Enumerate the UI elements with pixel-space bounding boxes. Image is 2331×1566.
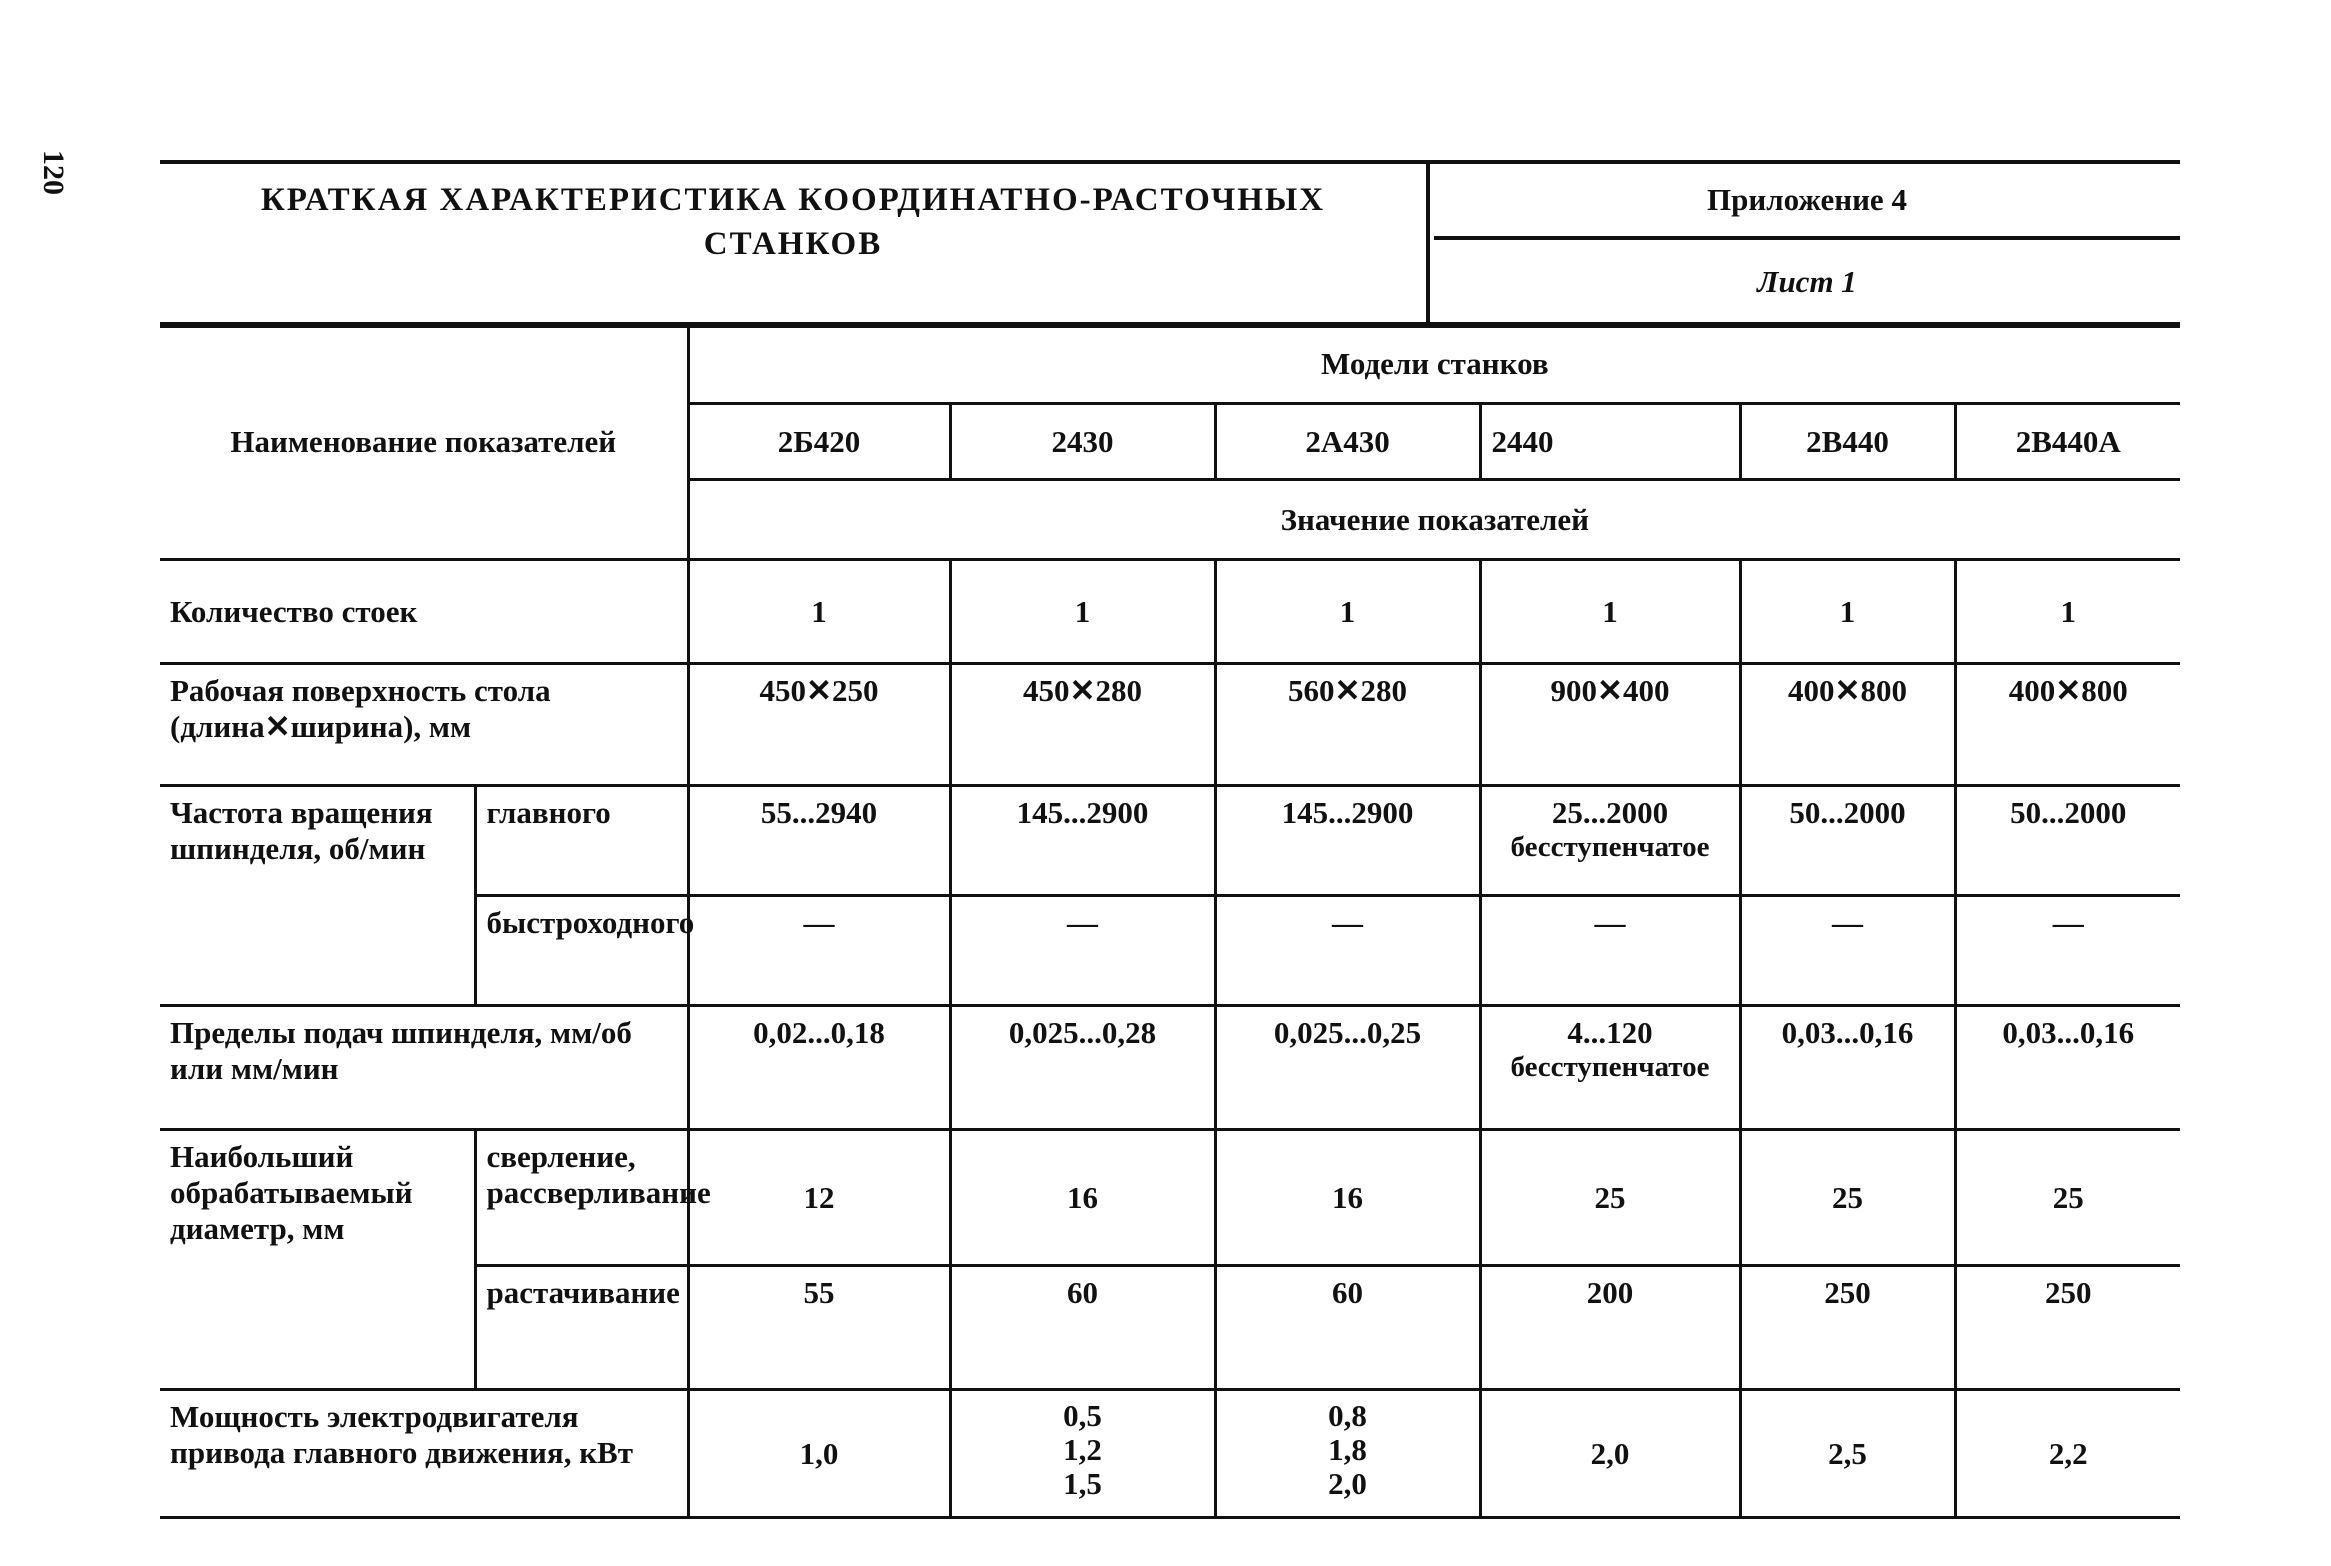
rotation-main-label: главного [475,786,688,896]
rotation-main-value: 145...2900 [1215,786,1480,896]
feeds-value-2440 [1480,1006,1740,1130]
racks-value: 1 [950,560,1215,664]
title-line-1: КРАТКАЯ ХАРАКТЕРИСТИКА КООРДИНАТНО-РАСТОЧНЫХ [260,182,1326,218]
power-value: 2,0 [1480,1390,1740,1518]
document-title [160,164,1430,324]
diameter-bore-value: 55 [688,1266,950,1390]
rotation-main-range: 25...2000 [1551,795,1669,830]
model-2440: 2440 [1480,404,1740,480]
diameter-drill-value: 16 [1215,1130,1480,1266]
model-2430: 2430 [950,404,1215,480]
feeds-value: 0,025...0,28 [950,1006,1215,1130]
racks-value: 1 [1480,560,1740,664]
feeds-value: 0,02...0,18 [688,1006,950,1130]
racks-value: 1 [1955,560,2180,664]
surface-value: 450✕250 [688,664,950,786]
diameter-drill-value: 25 [1480,1130,1740,1266]
model-2v440: 2В440 [1740,404,1955,480]
feeds-value: 0,03...0,16 [1955,1006,2180,1130]
rotation-fast-value: — [1740,896,1955,1006]
racks-value: 1 [1215,560,1480,664]
diameter-bore-value: 200 [1480,1266,1740,1390]
power-value: 0,5 1,2 1,5 [950,1390,1215,1518]
surface-value: 900✕400 [1480,664,1740,786]
rotation-main-value: 50...2000 [1740,786,1955,896]
rotation-fast-value: — [1955,896,2180,1006]
surface-value: 400✕800 [1955,664,2180,786]
name-header: Наименование показателей [160,324,688,560]
diameter-drill-value: 25 [1740,1130,1955,1266]
surface-value: 560✕280 [1215,664,1480,786]
rotation-main-value: 50...2000 [1955,786,2180,896]
model-2v440a: 2В440А [1955,404,2180,480]
rotation-fast-label: быстроходного [475,896,688,1006]
diameter-bore-label: растачивание [475,1266,688,1390]
rotation-main-value: 55...2940 [688,786,950,896]
surface-label: Рабочая поверхность стола (длина✕ширина), мм [160,664,688,786]
diameter-label: Наибольший обрабатываемый диаметр, мм [160,1130,475,1390]
rotation-fast-value: — [688,896,950,1006]
power-label: Мощность электродвигателя привода главного движения, кВт [160,1390,688,1518]
feeds-value: 0,025...0,25 [1215,1006,1480,1130]
diameter-drill-value: 12 [688,1130,950,1266]
feeds-value: 0,03...0,16 [1740,1006,1955,1130]
title-line-2: СТАНКОВ [703,226,883,262]
diameter-drill-value: 16 [950,1130,1215,1266]
feeds-label: Пределы подач шпинделя, мм/об или мм/мин [160,1006,688,1130]
rotation-label: Частота вращения шпинделя, об/мин [160,786,475,1006]
rotation-fast-value: — [1215,896,1480,1006]
rotation-main-value-2440 [1480,786,1740,896]
spec-table [160,322,2180,1519]
power-value: 2,5 [1740,1390,1955,1518]
page-number: 120 [37,150,70,195]
rotation-main-value: 145...2900 [950,786,1215,896]
power-value: 2,2 [1955,1390,2180,1518]
feeds-note: бесступенчатое [1510,1051,1710,1083]
diameter-drill-value: 25 [1955,1130,2180,1266]
models-header: Модели станков [688,324,2180,404]
diameter-bore-value: 60 [1215,1266,1480,1390]
power-value: 1,0 [688,1390,950,1518]
model-2b420: 2Б420 [688,404,950,480]
document-header [160,160,2180,328]
diameter-bore-value: 250 [1955,1266,2180,1390]
sheet-label: Лист 1 [1757,264,1857,299]
values-header: Значение показателей [688,480,2180,560]
surface-value: 400✕800 [1740,664,1955,786]
feeds-range: 4...120 [1567,1015,1653,1050]
diameter-drill-label: сверление, рассверливание [475,1130,688,1266]
racks-label: Количество стоек [160,560,688,664]
rotation-fast-value: — [1480,896,1740,1006]
appendix-label: Приложение 4 [1434,164,2180,240]
power-value: 0,8 1,8 2,0 [1215,1390,1480,1518]
diameter-bore-value: 250 [1740,1266,1955,1390]
rotation-main-note: бесступенчатое [1510,831,1710,863]
diameter-bore-value: 60 [950,1266,1215,1390]
racks-value: 1 [1740,560,1955,664]
model-2a430: 2А430 [1215,404,1480,480]
rotation-fast-value: — [950,896,1215,1006]
surface-value: 450✕280 [950,664,1215,786]
racks-value: 1 [688,560,950,664]
